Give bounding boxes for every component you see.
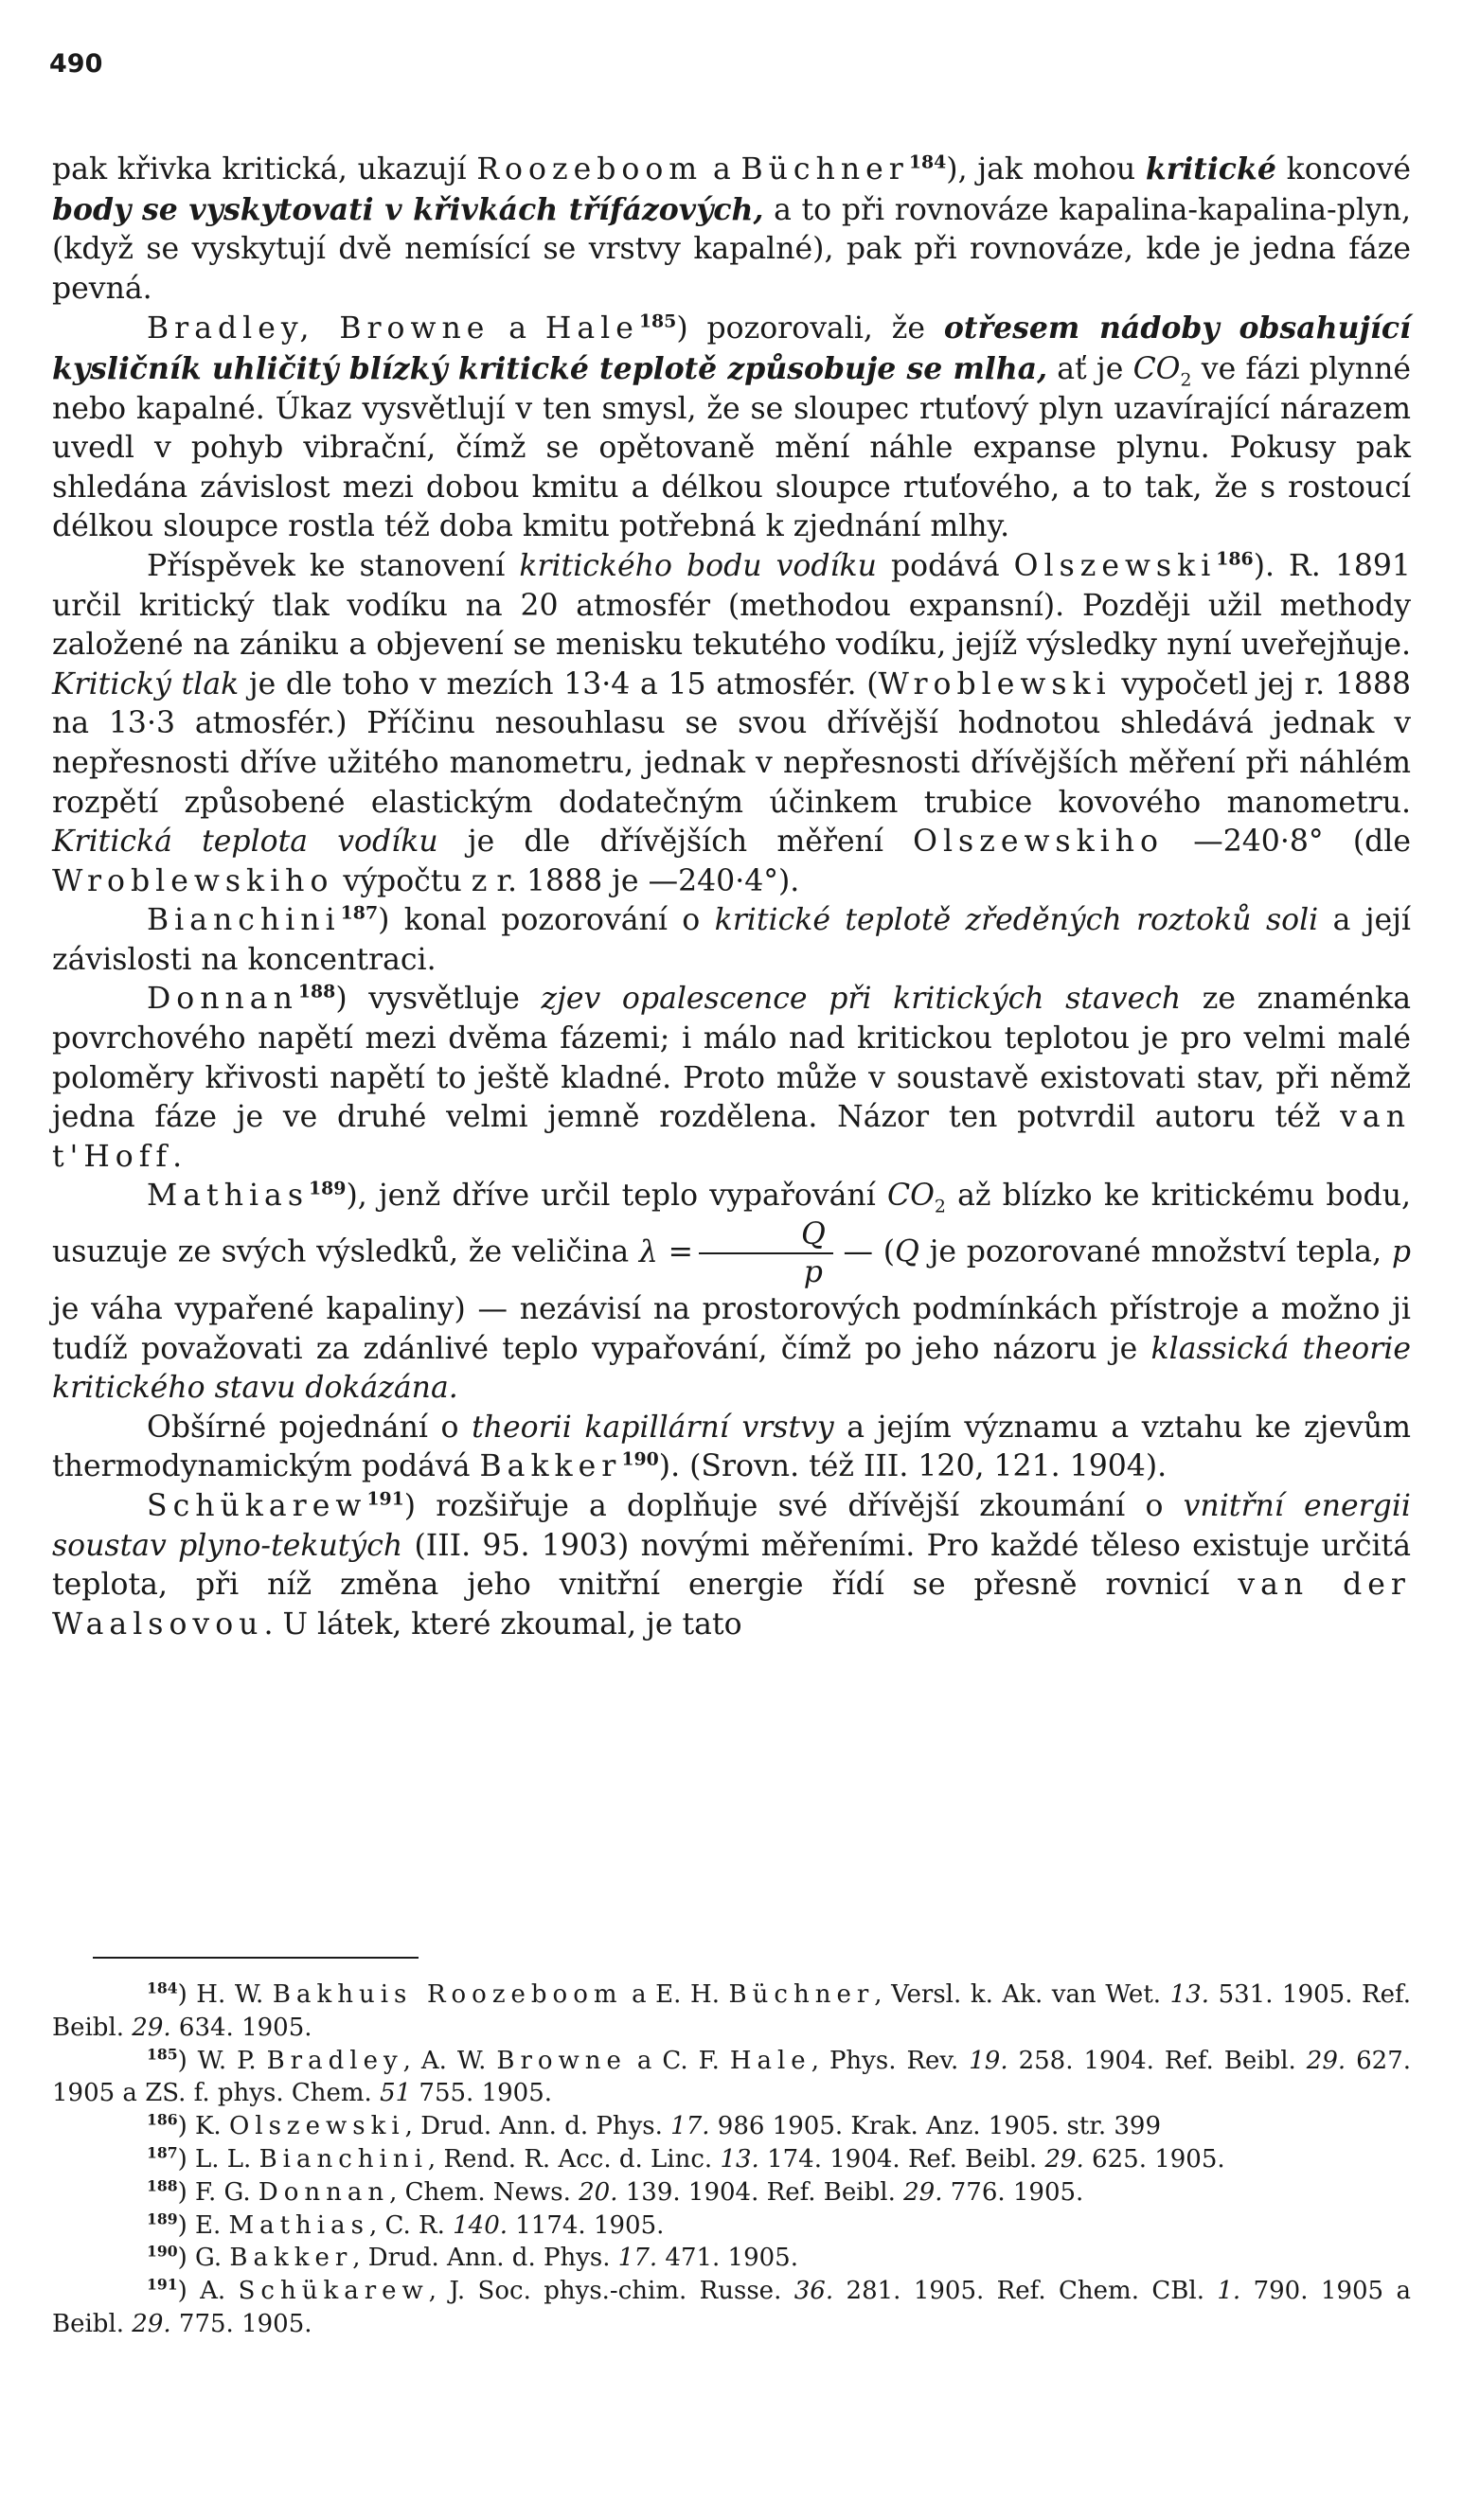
author-name: Bakker bbox=[479, 1449, 622, 1484]
text-run: ) F. G. bbox=[177, 2177, 259, 2207]
emphasis: 29. bbox=[132, 2309, 171, 2338]
author-name: Olszewski bbox=[228, 2112, 405, 2141]
text-run: , Versl. k. Ak. van Wet. bbox=[874, 1980, 1170, 2009]
footnote-ref: 189 bbox=[147, 2209, 178, 2227]
author-name: Wroblewskiho bbox=[52, 863, 334, 898]
text-run: je dle dřívějších měření bbox=[437, 825, 914, 860]
fraction-numerator: Q bbox=[699, 1216, 833, 1254]
emphasis: body se vyskytovati v křivkách třífázových, bbox=[52, 191, 764, 227]
text-run: ), jak mohou bbox=[946, 152, 1146, 186]
text-run: koncové bbox=[1275, 152, 1412, 186]
author-name: Olszewskiho bbox=[913, 825, 1164, 860]
body-text bbox=[52, 150, 1411, 1644]
author-name: Roozeboom bbox=[476, 152, 704, 186]
author-name: Bianchini bbox=[147, 903, 341, 938]
emphasis: otřesem nádoby obsahující kysličník uhličitý blízký kritické teplotě způsobuje se mlha, bbox=[52, 311, 1411, 386]
footnote-ref: 184 bbox=[908, 151, 947, 173]
text-run: . bbox=[172, 1139, 183, 1174]
subscript: 2 bbox=[934, 1196, 946, 1217]
paragraph bbox=[52, 150, 1411, 309]
text-run: a bbox=[703, 152, 741, 186]
text-run: až blízko ke kritickému bodu, usuzuje ze svých výsledků, že veličina bbox=[52, 1179, 1411, 1269]
author-name: Büchner bbox=[728, 1980, 875, 2009]
emphasis: 36. bbox=[793, 2277, 834, 2306]
author-name: Browne bbox=[496, 2046, 627, 2075]
footnote-ref: 186 bbox=[147, 2110, 178, 2129]
emphasis: 1. bbox=[1217, 2277, 1241, 2306]
text-run: — ( bbox=[832, 1234, 896, 1269]
footnote-ref: 185 bbox=[638, 311, 677, 332]
text-run: ze znaménka povrchového napětí mezi dvěma fázemi; i málo nad kritickou teplotou je pro velmi malé poloměry křivosti napětí to ještě kladné. Proto může v soustavě existovati stav, při němž jedna fáze je ve druhé velmi jemně rozdělena. Názor ten potvrdil autoru též bbox=[52, 982, 1411, 1135]
author-name: Bakker bbox=[229, 2244, 353, 2273]
text-run: výpočtu z r. 1888 je —240·4°). bbox=[333, 863, 800, 898]
author-name: Hale bbox=[544, 311, 639, 346]
text-run: 1174. 1905. bbox=[508, 2210, 665, 2240]
text-run: ) vysvětluje bbox=[335, 982, 542, 1017]
footnote-ref: 187 bbox=[147, 2143, 178, 2162]
footnote-ref: 191 bbox=[147, 2275, 178, 2294]
author-name: Schükarew bbox=[147, 1489, 367, 1523]
text-run: ) L. L. bbox=[177, 2144, 259, 2174]
emphasis: vnitřní energii soustav plyno-tekutých bbox=[52, 1489, 1411, 1563]
emphasis: kritické bbox=[1145, 151, 1276, 186]
emphasis: zjev opalescence při kritických stavech bbox=[541, 982, 1182, 1017]
text-run: a C. F. bbox=[626, 2046, 730, 2075]
emphasis: 20. bbox=[579, 2177, 618, 2207]
text-run: ). (Srovn. též III. 120, 121. 1904). bbox=[658, 1449, 1168, 1484]
emphasis: klassická theorie kritického stavu dokázána. bbox=[52, 1331, 1411, 1406]
paragraph bbox=[52, 980, 1411, 1177]
text-run: 471. 1905. bbox=[657, 2244, 798, 2273]
text-run: a její závislosti na koncentraci. bbox=[52, 903, 1411, 977]
text-run: je váha vypařené kapaliny) — nezávisí na prostorových podmínkách přístroje a možno ji tudíž považovati za zdánlivé teplo vypařování, čímž po jeho názoru je bbox=[52, 1292, 1411, 1366]
text-run: ) E. bbox=[177, 2210, 229, 2240]
paragraph bbox=[52, 309, 1411, 547]
text-run: 634. 1905. bbox=[170, 2013, 312, 2042]
fraction bbox=[699, 1216, 833, 1290]
text-run: 531. 1905. Ref. Beibl. bbox=[52, 1980, 1411, 2042]
footnote-ref: 188 bbox=[297, 981, 336, 1003]
text-run: 174. 1904. Ref. Beibl. bbox=[758, 2144, 1045, 2174]
paragraph bbox=[52, 547, 1411, 901]
footnote-ref: 187 bbox=[340, 902, 379, 924]
text-run: , J. Soc. phys.-chim. Russe. bbox=[428, 2277, 794, 2306]
text-run: , Chem. News. bbox=[389, 2177, 579, 2207]
footnote-ref: 191 bbox=[366, 1488, 404, 1510]
text-run: —240·8° (dle bbox=[1164, 825, 1411, 860]
text-run: pak křivka kritická, ukazují bbox=[52, 152, 477, 186]
text-run: ), jenž dříve určil teplo vypařování bbox=[346, 1179, 887, 1214]
text-run: 776. 1905. bbox=[942, 2177, 1084, 2207]
text-run: Příspěvek ke stanovení bbox=[147, 548, 520, 583]
author-name: Mathias bbox=[147, 1179, 309, 1214]
emphasis: 29. bbox=[1306, 2046, 1346, 2075]
footnote-divider bbox=[93, 1957, 419, 1959]
text-run: ) H. W. bbox=[177, 1980, 273, 2009]
footnote-ref: 189 bbox=[309, 1178, 347, 1199]
author-name: Mathias bbox=[228, 2210, 369, 2240]
footnotes bbox=[52, 1979, 1411, 2341]
emphasis: CO bbox=[886, 1179, 935, 1214]
text-run: ). R. 1891 určil kritický tlak vodíku na 20 atmosfér (methodou expansní). Později užil methody založené na zániku a objevení se menisku tekutého vodíku, jejíž výsledky nyní uveřejňuje. bbox=[52, 548, 1411, 663]
emphasis: 140. bbox=[453, 2210, 508, 2240]
text-run: 281. 1905. Ref. Chem. CBl. bbox=[833, 2277, 1218, 2306]
footnote-ref: 190 bbox=[147, 2242, 178, 2261]
author-name: van der Waalsovou bbox=[52, 1568, 1411, 1642]
text-run: a E. H. bbox=[622, 1980, 729, 2009]
author-name: Bradley bbox=[266, 2046, 403, 2075]
footnote bbox=[52, 1979, 1411, 2045]
fraction-denominator: p bbox=[803, 1255, 823, 1290]
text-run: ) K. bbox=[177, 2112, 229, 2141]
text-run: vypočetl jej r. 1888 na 13·3 atmosfér.) Příčinu nesouhlasu se svou dřívější hodnotou shledává jednak v nepřesnosti dříve užitého manometru, jednak v nepřesnosti dřívějších měření při náhlém rozpětí způsobené elastickým dodatečným účinkem trubice kovového manometru. bbox=[52, 666, 1411, 820]
text-run: 625. 1905. bbox=[1083, 2144, 1225, 2174]
text-run: ať je bbox=[1047, 351, 1133, 386]
author-name: Schükarew bbox=[238, 2277, 429, 2306]
emphasis: Kritická teplota vodíku bbox=[52, 825, 438, 860]
text-run: , Phys. Rev. bbox=[811, 2046, 970, 2075]
text-run: a jejím významu a vztahu ke zjevům thermodynamickým podává bbox=[52, 1410, 1411, 1484]
text-run: (III. 95. 1903) novými měřeními. Pro každé těleso existuje určitá teplota, při níž změna jeho vnitřní energie řídí se přesně rovnicí bbox=[52, 1528, 1411, 1603]
emphasis: 13. bbox=[720, 2144, 759, 2174]
author-name: Donnan bbox=[147, 982, 298, 1017]
text-run: , A. W. bbox=[402, 2046, 497, 2075]
text-run: , Rend. R. Acc. d. Linc. bbox=[427, 2144, 721, 2174]
text-run: ) pozorovali, že bbox=[676, 311, 944, 346]
text-run: je pozorované množství tepla, bbox=[918, 1234, 1392, 1269]
text-run: , Drud. Ann. d. Phys. bbox=[404, 2112, 671, 2141]
author-name: Hale bbox=[729, 2046, 811, 2075]
footnote bbox=[52, 2209, 1411, 2243]
footnote bbox=[52, 2143, 1411, 2176]
text-run: ) G. bbox=[177, 2244, 230, 2273]
footnote-ref: 185 bbox=[147, 2044, 178, 2063]
text-run: ve fázi plynné nebo kapalné. Úkaz vysvětlují v ten smysl, že se sloupec rtuťový plyn uzavírající nárazem uvedl v pohyb vibrační, čímž se opětovaně mění náhle expanse plynu. Pokusy pak shledána závislost mezi dobou kmitu a délkou sloupce rtuťového, a to tak, že s rostoucí délkou sloupce rostla též doba kmitu potřebná k zjednání mlhy. bbox=[52, 351, 1412, 544]
text-run: 986 1905. Krak. Anz. 1905. str. 399 bbox=[709, 2112, 1161, 2141]
footnote-ref: 186 bbox=[1216, 548, 1254, 570]
emphasis: p bbox=[1391, 1234, 1411, 1269]
emphasis: 29. bbox=[132, 2013, 171, 2042]
author-name: Büchner bbox=[740, 152, 909, 186]
text-run: je dle toho v mezích 13·4 a 15 atmosfér. ( bbox=[239, 666, 879, 701]
text-run: . U látek, které zkoumal, je tato bbox=[263, 1606, 742, 1642]
author-name: Bianchini bbox=[259, 2144, 428, 2174]
emphasis: 29. bbox=[903, 2177, 943, 2207]
emphasis: CO bbox=[1132, 351, 1181, 386]
text-run: ) A. bbox=[177, 2277, 239, 2306]
footnote-ref: 188 bbox=[147, 2176, 178, 2195]
text-run: , C. R. bbox=[368, 2210, 454, 2240]
paragraph bbox=[52, 1177, 1411, 1408]
emphasis: theorii kapillární vrstvy bbox=[472, 1410, 834, 1445]
text-run: ) W. P. bbox=[177, 2046, 267, 2075]
emphasis: 29. bbox=[1044, 2144, 1084, 2174]
emphasis: 13. bbox=[1169, 1980, 1209, 2009]
page-number: 490 bbox=[49, 49, 103, 79]
author-name: Wroblewski bbox=[878, 666, 1112, 701]
emphasis: kritického bodu vodíku bbox=[519, 548, 877, 583]
footnote bbox=[52, 2176, 1411, 2209]
text-run: , Drud. Ann. d. Phys. bbox=[352, 2244, 618, 2273]
paragraph bbox=[52, 901, 1411, 980]
text-run: podává bbox=[876, 548, 1014, 583]
text-run: 258. 1904. Ref. Beibl. bbox=[1007, 2046, 1307, 2075]
text-run: 627. 1905 a ZS. f. phys. Chem. bbox=[52, 2046, 1412, 2108]
subscript: 2 bbox=[1180, 369, 1192, 391]
emphasis: Kritický tlak bbox=[52, 666, 240, 701]
paragraph bbox=[52, 1409, 1411, 1487]
emphasis: 51 bbox=[380, 2079, 412, 2108]
text-run: a bbox=[490, 311, 545, 346]
footnote bbox=[52, 2242, 1411, 2275]
author-name: Bakhuis Roozeboom bbox=[272, 1980, 623, 2009]
text-run: a to při rovnováze kapalina-kapalina-plyn, (když se vyskytují dvě nemísící se vrstvy kapalné), pak při rovnováze, kde je jedna fáze pevná. bbox=[52, 192, 1411, 306]
text-run: Obšírné pojednání o bbox=[147, 1410, 472, 1445]
text-run: 755. 1905. bbox=[411, 2079, 553, 2108]
author-name: Bradley, Browne bbox=[147, 311, 490, 346]
text-run: ) rozšiřuje a doplňuje své dřívější zkoumání o bbox=[403, 1489, 1184, 1523]
footnote bbox=[52, 2275, 1411, 2341]
emphasis: kritické teplotě zředěných roztoků soli bbox=[714, 903, 1319, 938]
author-name: Donnan bbox=[258, 2177, 390, 2207]
emphasis: 17. bbox=[617, 2244, 658, 2273]
emphasis: 17. bbox=[670, 2112, 710, 2141]
author-name: Olszewski bbox=[1013, 548, 1217, 583]
text-run: ) konal pozorování o bbox=[378, 903, 715, 938]
text-run: 775. 1905. bbox=[170, 2309, 312, 2338]
footnote bbox=[52, 2045, 1411, 2111]
emphasis: 19. bbox=[969, 2046, 1008, 2075]
footnote-ref: 190 bbox=[621, 1448, 659, 1470]
author-name: van t'Hoff bbox=[52, 1100, 1411, 1174]
emphasis: Q bbox=[895, 1234, 919, 1269]
footnote bbox=[52, 2110, 1411, 2143]
emphasis: λ = bbox=[638, 1234, 693, 1269]
text-run: 790. 1905 a Beibl. bbox=[52, 2277, 1411, 2338]
paragraph bbox=[52, 1487, 1411, 1644]
footnote-ref: 184 bbox=[147, 1979, 178, 1997]
text-run: 139. 1904. Ref. Beibl. bbox=[617, 2177, 904, 2207]
